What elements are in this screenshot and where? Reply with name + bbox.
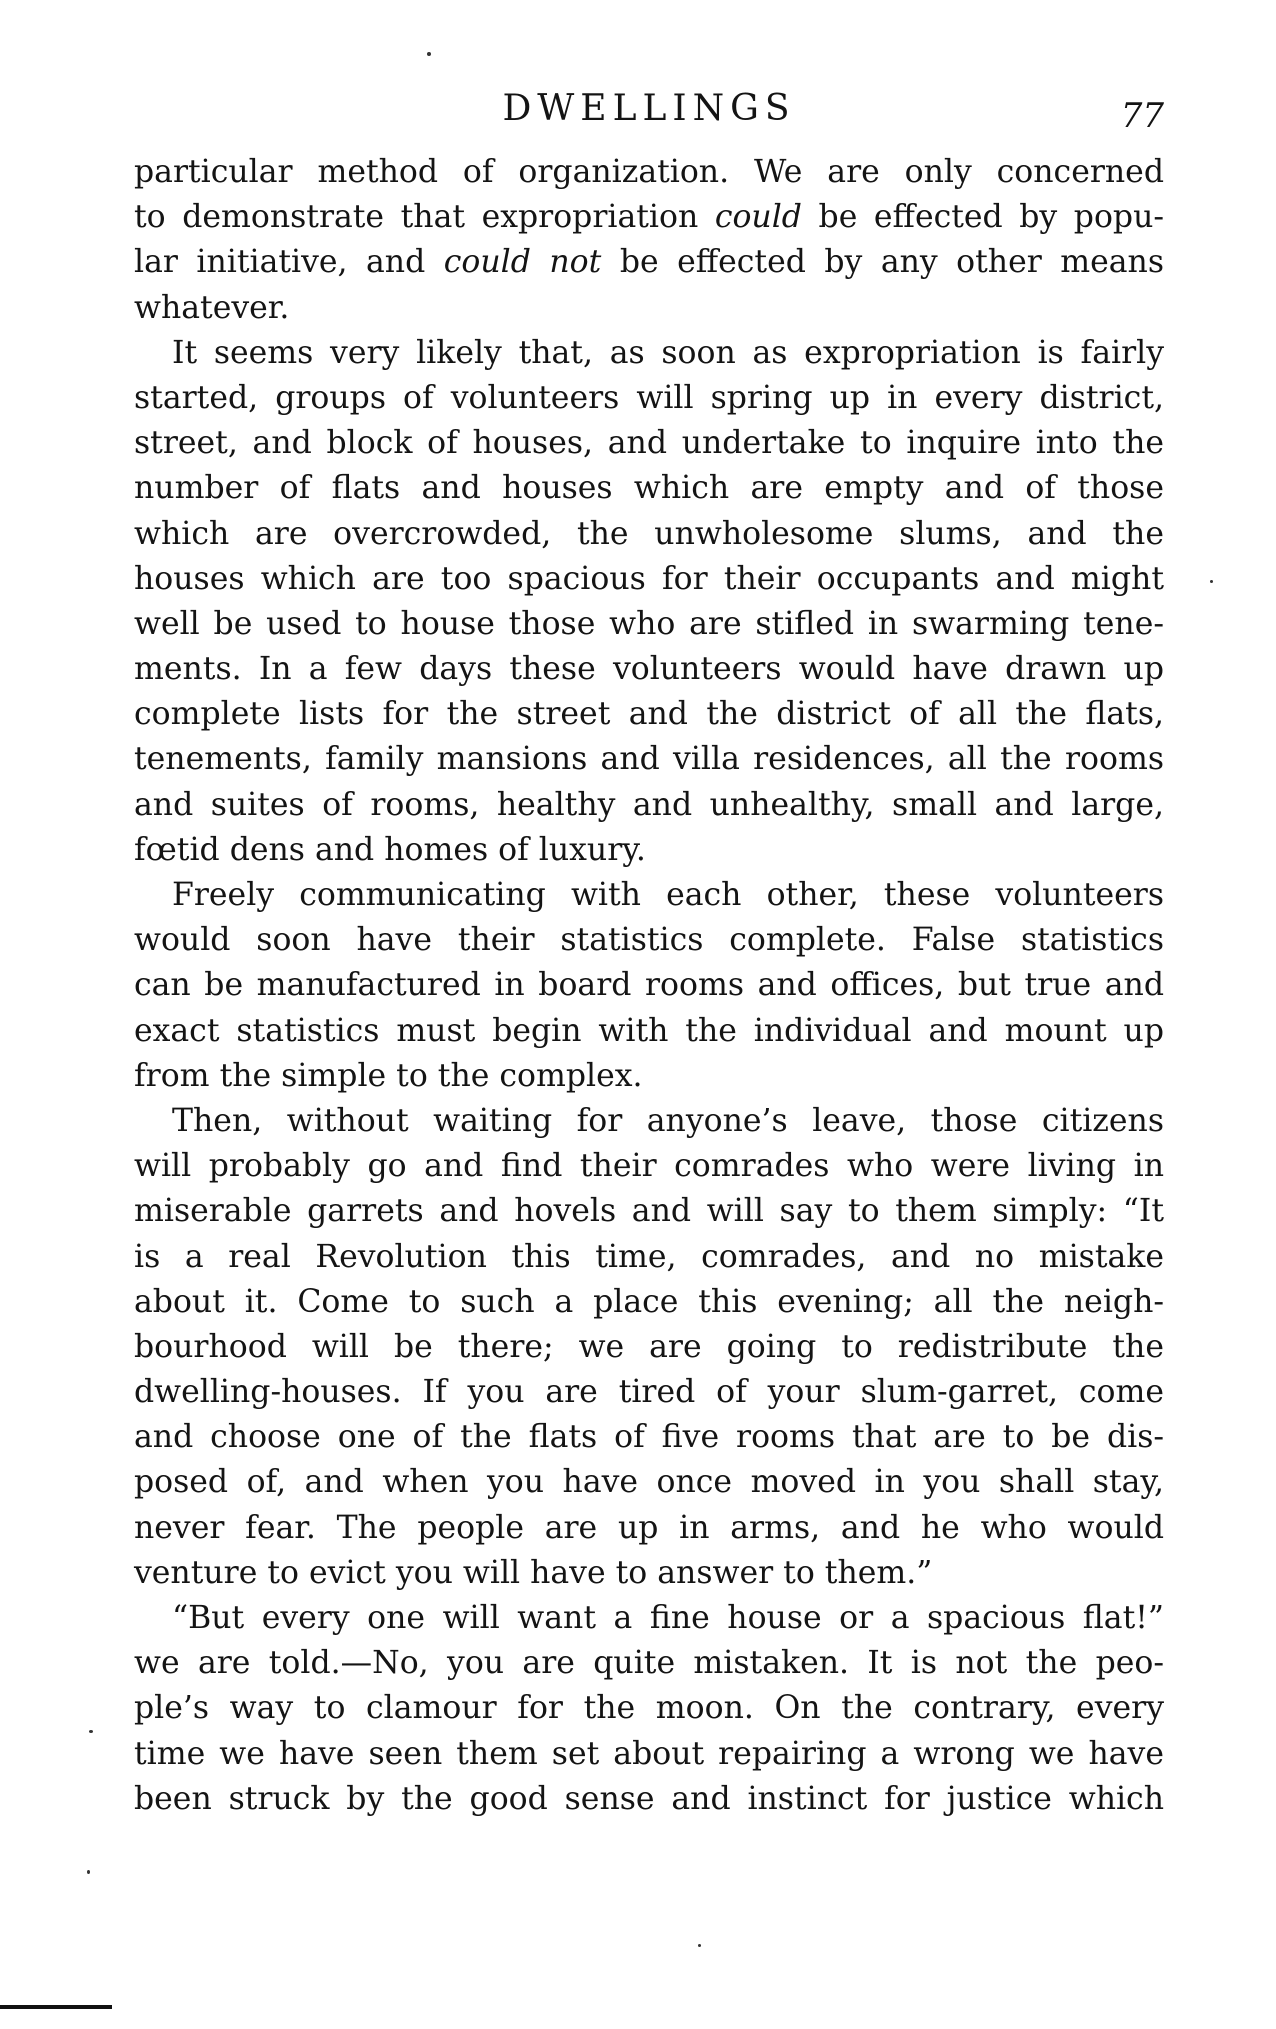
text-line: tenements, family mansions and villa residences, all the rooms [134,741,1164,778]
text-line: is a real Revolution this time, comrades, and no mistake [134,1238,1164,1275]
text-line: exact statistics must begin with the individual and mount up [134,1012,1164,1049]
chapter-title: DWELLINGS [502,88,796,129]
scan-speck [89,1730,93,1733]
text-line: number of flats and houses which are empty and of those [134,470,1164,507]
scan-speck [427,52,431,56]
text-line: would soon have their statistics complete. False statistics [134,922,1164,959]
scan-speck [698,1944,701,1947]
paragraph-start-line: “But every one will want a fine house or a spacious flat!” [172,1600,1164,1636]
scan-speck [87,1870,90,1874]
text-line: lar initiative, and could not be effected by any other means [134,244,1165,281]
page-number: 77 [1120,96,1164,136]
text-line: about it. Come to such a place this evening; all the neigh- [134,1283,1164,1320]
text-line: never fear. The people are up in arms, and he who would [134,1509,1164,1546]
text-line: well be used to house those who are stifled in swarming tene- [134,605,1164,642]
text-line: particular method of organization. We are only concerned [134,154,1164,190]
text-line: fœtid dens and homes of luxury. [134,831,646,868]
body-text [134,150,1164,1822]
paragraph-start-line: Then, without waiting for anyone’s leave, those citizens [172,1102,1164,1139]
text-line: miserable garrets and hovels and will say to them simply: “It [134,1193,1164,1230]
text-line: started, groups of volunteers will spring up in every district, [134,379,1164,416]
scan-speck [1210,580,1213,583]
text-line: ple’s way to clamour for the moon. On the contrary, every [134,1690,1164,1727]
text-line: street, and block of houses, and undertake to inquire into the [134,425,1164,462]
text-line: which are overcrowded, the unwholesome slums, and the [134,515,1164,552]
scan-edge-mark [0,2005,112,2009]
text-line: can be manufactured in board rooms and offices, but true and [134,967,1164,1004]
paragraph-start-line: Freely communicating with each other, these volunteers [172,877,1164,913]
text-line: whatever. [134,289,290,326]
text-line: posed of, and when you have once moved in you shall stay, [134,1464,1164,1501]
text-line: time we have seen them set about repairing a wrong we have [134,1735,1164,1772]
text-line: been struck by the good sense and instinct for justice which [134,1780,1164,1817]
text-line: we are told.—No, you are quite mistaken. It is not the peo- [134,1645,1164,1682]
text-line: houses which are too spacious for their occupants and might [134,560,1164,597]
text-line: and choose one of the flats of five rooms that are to be dis- [134,1419,1164,1456]
text-line: to demonstrate that expropriation could be effected by popu- [134,199,1165,236]
text-line: venture to evict you will have to answer to them.” [134,1554,933,1591]
text-line: dwelling-houses. If you are tired of your slum-garret, come [134,1374,1164,1411]
emphasis: could not [443,244,602,281]
emphasis: could [714,199,802,236]
text-line: and suites of rooms, healthy and unhealthy, small and large, [134,786,1164,823]
text-line: from the simple to the complex. [134,1057,643,1094]
text-line: bourhood will be there; we are going to redistribute the [134,1328,1164,1365]
paragraph-start-line: It seems very likely that, as soon as expropriation is fairly [172,334,1164,371]
text-line: will probably go and find their comrades who were living in [134,1148,1164,1185]
running-header [134,88,1164,148]
text-line: complete lists for the street and the district of all the flats, [134,696,1164,733]
text-line: ments. In a few days these volunteers would have drawn up [134,651,1164,688]
